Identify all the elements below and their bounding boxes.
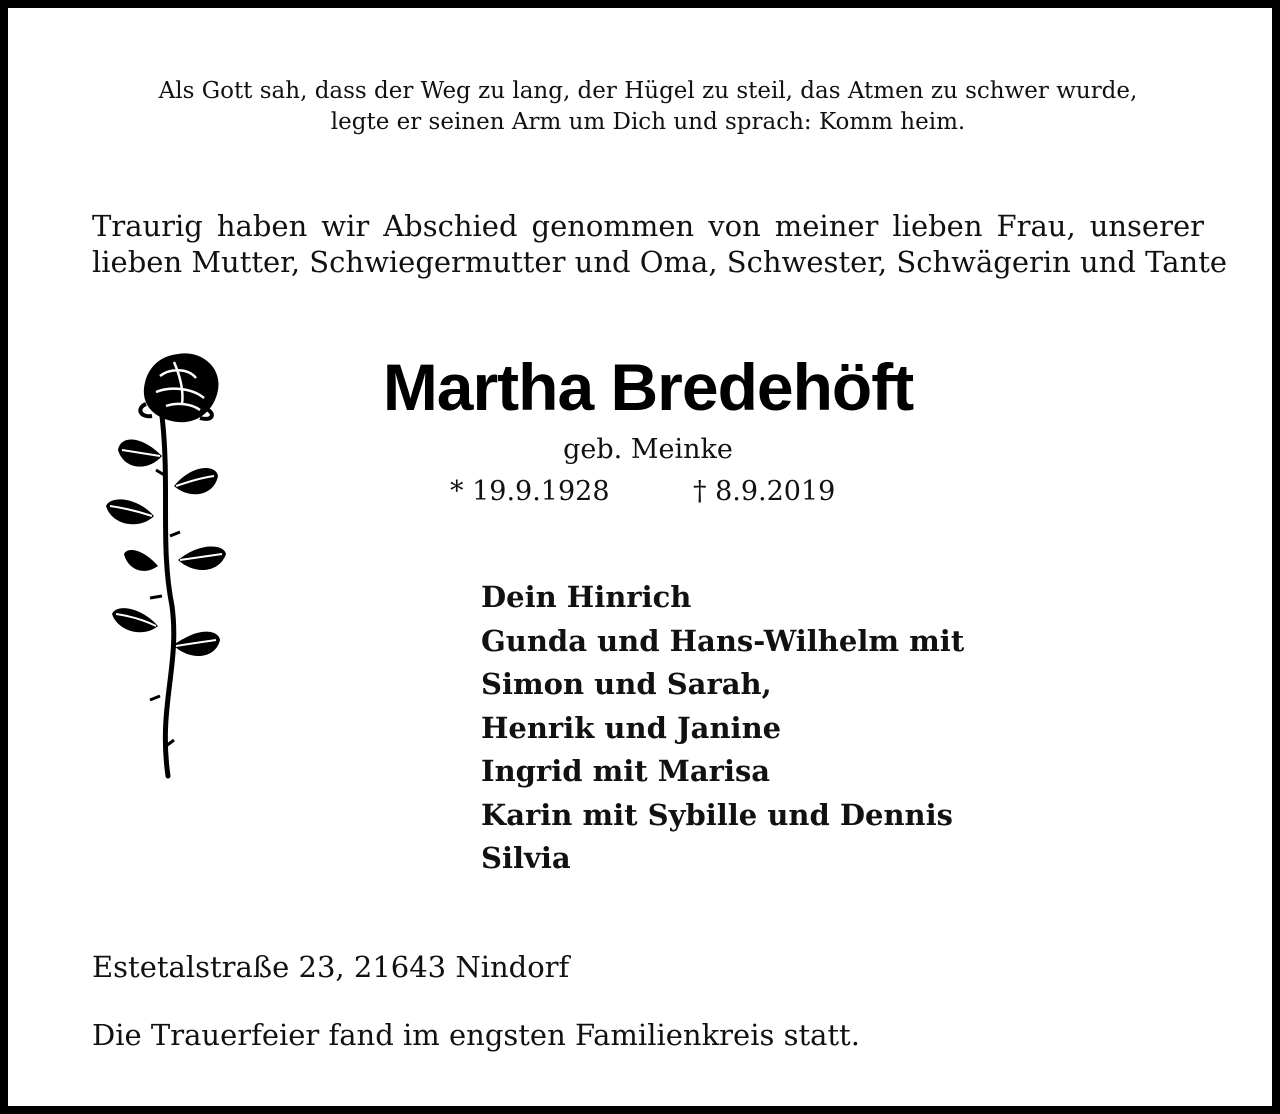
mourner-item: Henrik und Janine bbox=[481, 710, 782, 745]
mourner-item: Karin mit Sybille und Dennis bbox=[481, 797, 953, 832]
mourner-item: Ingrid mit Marisa bbox=[481, 754, 771, 788]
family-address: Estetalstraße 23, 21643 Nindorf bbox=[92, 950, 570, 984]
birth-name: geb. Meinke bbox=[563, 434, 733, 465]
quote-line-1: Als Gott sah, dass der Weg zu lang, der Hügel zu steil, das Atmen zu schwer wurde, bbox=[158, 78, 1138, 104]
intro-line-2: lieben Mutter, Schwiegermutter und Oma, Schwester, Schwägerin und Tante bbox=[92, 245, 1228, 279]
deceased-name: Martha Bredehöft bbox=[382, 350, 914, 424]
funeral-note: Die Trauerfeier fand im engsten Familienkreis statt. bbox=[92, 1018, 860, 1052]
opening-quote bbox=[68, 76, 1228, 138]
death-date: † 8.9.2019 bbox=[693, 476, 836, 507]
intro-line-1: Traurig haben wir Abschied genommen von meiner lieben Frau, unserer bbox=[92, 209, 1204, 243]
mourner-item: Dein Hinrich bbox=[481, 580, 692, 614]
mourner-item: Simon und Sarah, bbox=[481, 667, 772, 701]
mourner-item: Gunda und Hans-Wilhelm mit bbox=[481, 623, 965, 658]
intro-text bbox=[92, 208, 1228, 280]
mourner-item: Silvia bbox=[481, 841, 571, 875]
mourners-list bbox=[481, 576, 964, 881]
rose-icon bbox=[100, 346, 240, 782]
birth-date: * 19.9.1928 bbox=[450, 476, 610, 507]
quote-line-2: legte er seinen Arm um Dich und sprach: Komm heim. bbox=[330, 109, 966, 135]
